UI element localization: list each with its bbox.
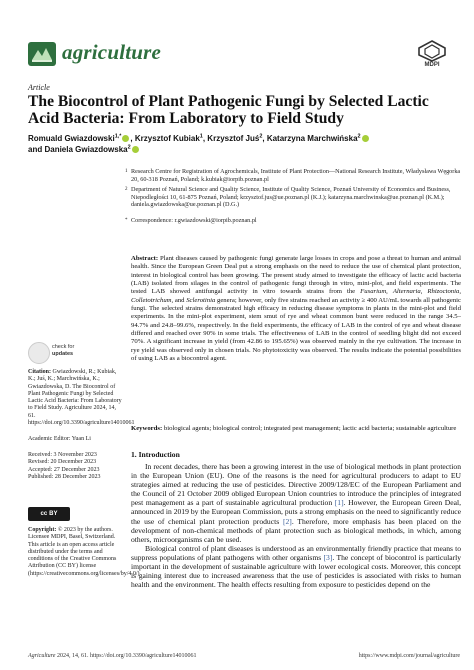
affiliation-2 — [125, 186, 461, 209]
affiliation-text: Research Centre for Registration of Agrochemicals, Institute of Plant Protection—National Research Institute, Władysława Węgorka 20, 60-318 Poznań, Poland; k.kubiak@iorpib.poznan.pl — [131, 168, 461, 183]
copyright-label: Copyright: — [28, 527, 57, 533]
reference-link[interactable]: [3] — [323, 552, 333, 562]
received-date: Received: 3 November 2023 — [28, 452, 97, 458]
footer-journal: Agriculture — [28, 653, 56, 659]
check-for-label: check for — [52, 344, 75, 350]
publisher-name: MDPI — [424, 62, 440, 68]
genus: Alternaria — [392, 288, 421, 296]
section-heading: 1. Introduction — [131, 450, 180, 459]
orcid-icon[interactable] — [132, 146, 139, 153]
reference-link[interactable]: [2] — [282, 516, 292, 526]
copyright-text: © 2023 by the authors. Licensee MDPI, Basel, Switzerland. This article is an open access article distributed under the terms and conditions of the Creative Commons Attribution (CC BY) license (https://creativecommons.org/licenses/by/4.0/). — [28, 527, 142, 577]
abstract: Abstract: Plant diseases caused by pathogenic fungi generate large losses in crops and pose a threat to human and animal health. Since the European Green Deal put a strong emphasis on the need to reduce the use of chemical plant protection, interest in biological control has been growing. The present study aimed to investigate the efficacy of lactic acid bacteria (LAB) isolated from silages in the control of pathogenic fungi through in vitro, mini-plot, and field experiments. The tested LAB showed antifungal activity in vitro towards strains from the Fusarium, Alternaria, Rhizoctonia, Colletotrichum, and Sclerotinia genera; however, only five strains reached an activity ≥ 400 AU/mL towards all pathogenic fungi. The selected strains demonstrated high efficacy in reducing disease symptoms in plants in the mini-plot and field experiments. In the mini-plot experiment, stem smut of rye and wheat common bunt were reduced in the range 34.5–94.7% and 24.8–99.6%, respectively. In the field experiments, the efficacy of LAB in the control of rye and wheat disease differed and reached over 90% in some trials. The effectiveness of LAB in the control of seedling blight did not exceed 70%. A significant increase in yield (from 42.86 to 195.65%) was observed mainly in the rye cultivation. The increase in rye yield was observed only in chosen trials. No phytotoxicity was observed. The results indicate the potential possibilities of using LAB as a biocontrol agent. — [131, 255, 462, 363]
dates — [28, 452, 124, 481]
keywords — [131, 425, 461, 433]
keywords-label: Keywords: — [131, 425, 163, 432]
genus: Colletotrichum — [131, 296, 172, 304]
author-affil: 2 — [357, 133, 361, 140]
author-name[interactable]: Daniela Gwiazdowska — [44, 145, 128, 154]
text: . Therefore, more emphasis has been placed on the development of non-chemical methods of plant protection such as biological methods, in which, among others, microorganisms can be used. — [131, 516, 461, 544]
correspondence-text: Correspondence: r.gwiazdowski@iorpib.poznan.pl — [131, 217, 257, 224]
accepted-date: Accepted: 27 December 2023 — [28, 466, 100, 473]
check-for-updates-icon[interactable] — [28, 342, 50, 364]
cc-by-label: BY — [49, 511, 58, 517]
genus: Fusarium — [360, 288, 387, 296]
genus: Rhizoctonia — [427, 288, 460, 296]
author-name[interactable]: Krzysztof Kubiak — [134, 134, 200, 143]
editor-label: Academic Editor: — [28, 436, 71, 442]
citation-label: Citation: — [28, 369, 51, 375]
author-affil: 2 — [127, 144, 131, 151]
citation — [28, 369, 135, 427]
text: . The concept of biocontrol is particularly important in the development of sustainable agriculture with lower ecological costs. Moreover, this concept is gaining interest due to increased awareness that the use of pesticides is associated with risks to human health and the environment. The health effects resulting from exposure to pesticides depend on the — [131, 552, 461, 590]
footer-url[interactable]: https://www.mdpi.com/journal/agriculture — [358, 653, 460, 659]
keywords-text: biological agents; biological control; integrated pest management; lactic acid bacteria; sustainable agriculture — [163, 425, 457, 432]
author-affil: 2 — [259, 133, 263, 140]
text: Biological control of plant diseases is understood as an environmentally friendly practice that means to suppress populations of plant pathogens with other organisms — [131, 543, 461, 562]
article-title: The Biocontrol of Plant Pathogenic Fungi by Selected Lactic Acid Bacteria: From Laboratory to Field Study — [28, 93, 429, 127]
text: . However, the European Green Deal, announced in 2019 by the European Commission, puts a strong emphasis on the need to significantly reduce the use of chemical plant protection products — [131, 498, 461, 526]
journal-name: agriculture — [62, 40, 162, 64]
text: In recent decades, there has been a growing interest in the use of biological methods in plant protection in the European Union (EU). One of the reasons is the need for agricultural producers to adapt to EU strategies aimed at reducing the use of pesticides. Directive 2009/128/EC of the European Parliament and the Council of 21 October 2009 obliged European Union countries to introduce the principles of integrated pest management as a part of sustainable agricultural production — [131, 462, 461, 508]
abstract-label: Abstract: — [131, 255, 159, 262]
author-affil: 1,* — [114, 133, 122, 140]
author-list: Romuald Gwiazdowski$^{1,*}$ , Krzysztof Kubiak$^1$, Krzysztof Juś$^2$, Katarzyna Marchwińska$^2$ and Daniela Gwiazdowska$^2$ — [28, 133, 448, 155]
author-name[interactable]: Krzysztof Juś — [207, 134, 260, 143]
author-affil: 1 — [199, 133, 203, 140]
abstract-and: and — [174, 296, 185, 304]
journal-logo-icon — [28, 42, 56, 66]
editor-name: Yuan Li — [71, 436, 91, 442]
cc-by-license-icon[interactable] — [28, 507, 70, 521]
mdpi-logo-icon — [417, 40, 447, 62]
orcid-icon[interactable] — [362, 135, 369, 142]
copyright — [28, 527, 142, 578]
author-and: and — [28, 145, 43, 154]
introduction-body — [131, 462, 461, 589]
genus: Sclerotinia — [186, 296, 216, 304]
paragraph — [131, 544, 461, 589]
paragraph — [131, 462, 461, 544]
affiliation-number: * — [125, 218, 128, 223]
academic-editor — [28, 436, 124, 443]
updates-label: updates — [52, 350, 74, 357]
article-type: Article — [28, 83, 50, 92]
citation-text: Gwiazdowski, R.; Kubiak, K.; Juś, K.; Marchwińska, K.; Gwiazdowska, D. The Biocontrol of Plant Pathogenic Fungi by Selected Lactic Acid Bacteria: From Laboratory to Field Study. Agriculture 2024, 14, 61. https://doi.org/10.3390/agriculture14010061 — [28, 369, 135, 427]
published-date: Published: 28 December 2023 — [28, 473, 101, 480]
affiliation-number: 2 — [125, 187, 128, 192]
author-name[interactable]: Romuald Gwiazdowski — [28, 134, 115, 143]
check-for-updates[interactable] — [52, 344, 74, 357]
footer-doi[interactable]: 2024, 14, 61. https://doi.org/10.3390/agriculture14010061 — [56, 653, 197, 659]
abstract-text-b: genera; however, only five strains reached an activity ≥ 400 AU/mL towards all pathogenic fungi. The selected strains demonstrated high efficacy in reducing disease symptoms in plants in the mini-plot and field experiments. In the mini-plot experiment, stem smut of rye and wheat common bunt were reduced in the range 34.5–94.7% and 24.8–99.6%, respectively. In the field experiments, the efficacy of LAB in the control of rye and wheat disease differed and reached over 90% in some trials. The effectiveness of LAB in the control of seedling blight did not exceed 70%. A significant increase in yield (from 42.86 to 195.65%) was observed mainly in the rye cultivation. The increase in rye yield was observed only in chosen trials. No phytotoxicity was observed. The results indicate the potential possibilities of using LAB as a biocontrol agent. — [131, 296, 462, 363]
cc-label: cc — [40, 511, 48, 517]
revised-date: Revised: 20 December 2023 — [28, 459, 97, 466]
affiliation-text: Department of Natural Science and Quality Science, Institute of Quality Science, Poznań University of Economics and Business, Niepodległości 10, 61-875 Poznań, Poland; krzysztof.jus@ue.poznan.pl (K.J.); katarzyna.marchwinska@ue.poznan.pl (K.M.); daniela.gwiazdowska@ue.poznan.pl (D.G.) — [131, 186, 451, 208]
orcid-icon[interactable] — [122, 135, 129, 142]
abstract-text-a: Plant diseases caused by pathogenic fungi generate large losses in crops and pose a threat to human and animal health. Since the European Green Deal put a strong emphasis on the need to reduce the use of chemical plant protection, interest in biological control has been growing. The present study aimed to investigate the efficacy of lactic acid bacteria (LAB) isolated from silages in the control of pathogenic fungi through in vitro, mini-plot, and field experiments. The tested LAB showed antifungal activity in vitro towards strains from the — [131, 255, 462, 296]
author-name[interactable]: Katarzyna Marchwińska — [266, 134, 358, 143]
reference-link[interactable]: [1] — [334, 498, 344, 508]
correspondence — [125, 217, 461, 225]
affiliation-1 — [125, 168, 461, 183]
affiliation-number: 1 — [125, 169, 128, 174]
